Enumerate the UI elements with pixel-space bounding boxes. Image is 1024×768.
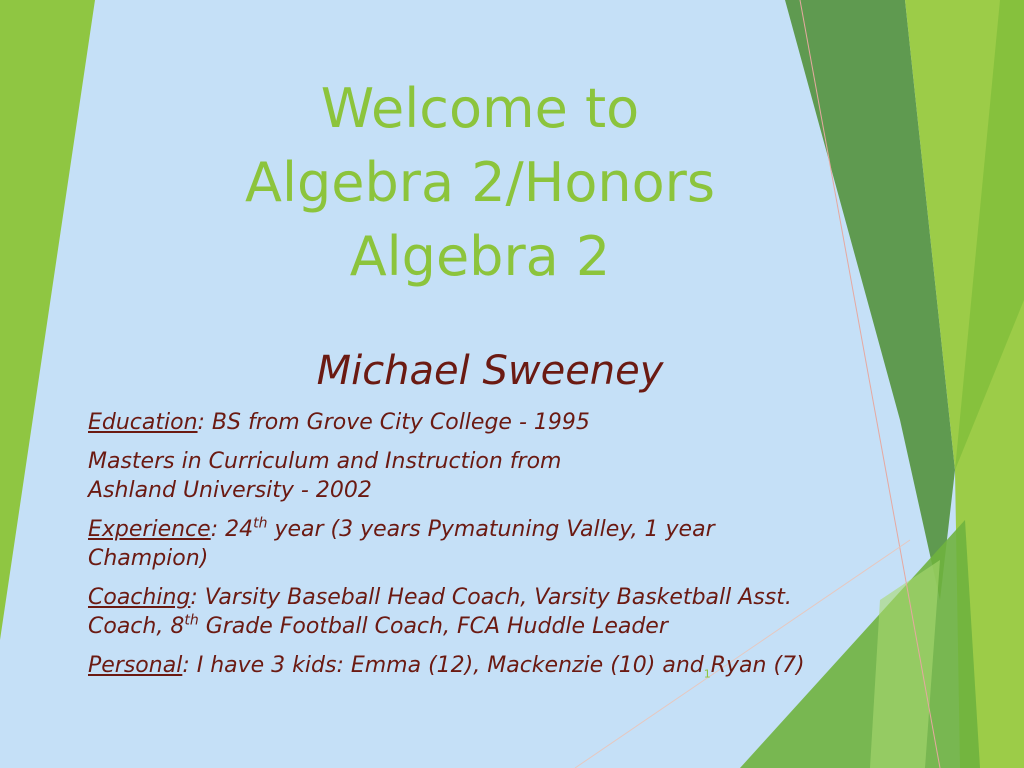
slide-title [200, 72, 760, 294]
personal-text-2: Ryan (7) [710, 653, 805, 678]
coaching-line-2 [88, 612, 888, 641]
teacher-name: Michael Sweeney [316, 348, 664, 394]
experience-text-1: : 24 [210, 517, 254, 542]
experience-line-1 [88, 515, 888, 544]
coaching-superscript: th [184, 612, 199, 629]
title-line-3: Algebra 2 [349, 225, 611, 288]
masters-line-2: Ashland University - 2002 [88, 478, 372, 503]
experience-label: Experience [88, 517, 211, 542]
masters-paragraph [88, 447, 888, 505]
personal-paragraph [88, 651, 888, 680]
slide-body [88, 408, 888, 690]
experience-paragraph [88, 515, 888, 573]
education-text: : BS from Grove City College - 1995 [197, 410, 590, 435]
title-line-1: Welcome to [320, 77, 640, 140]
coaching-text-2: Coach, 8 [88, 614, 185, 639]
coaching-text-3: Grade Football Coach, FCA Huddle Leader [198, 614, 668, 639]
coaching-paragraph [88, 583, 888, 641]
title-line-2: Algebra 2/Honors [245, 151, 715, 214]
personal-label: Personal [88, 653, 183, 678]
left-green-band [0, 0, 95, 640]
experience-text-2: year (3 years Pymatuning Valley, 1 year [267, 517, 715, 542]
education-paragraph [88, 408, 888, 437]
masters-line-1: Masters in Curriculum and Instruction from [88, 449, 562, 474]
coaching-text-1: : Varsity Baseball Head Coach, Varsity Basketball Asst. [190, 585, 792, 610]
coaching-line-1 [88, 583, 888, 612]
slide-number: 1 [703, 667, 711, 681]
education-label: Education [88, 410, 198, 435]
coaching-label: Coaching [88, 585, 191, 610]
experience-line-2: Champion) [88, 546, 209, 571]
personal-text-1: : I have 3 kids: Emma (12), Mackenzie (10) and [182, 653, 704, 678]
experience-superscript: th [253, 515, 268, 532]
